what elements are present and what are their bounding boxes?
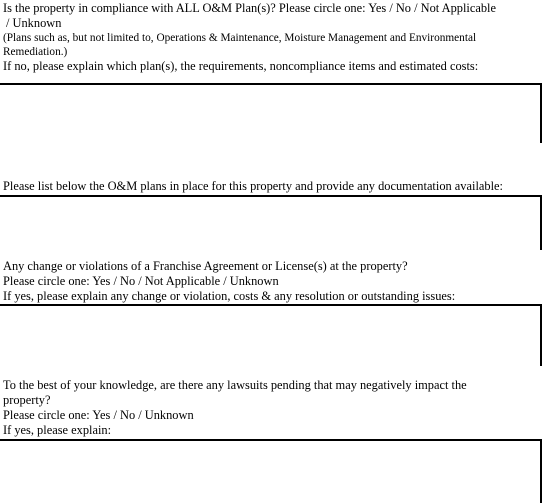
- answer-box-franchise-violations[interactable]: [0, 304, 542, 366]
- question-om-plans-list: [3, 179, 543, 194]
- plan-examples-note-cont: Remediation.): [3, 46, 68, 58]
- question-text-cont: property?: [3, 393, 51, 407]
- question-text: Please list below the O&M plans in place for this property and provide any documentation available:: [3, 179, 503, 193]
- explain-instruction: If no, please explain which plan(s), the requirements, noncompliance items and estimated costs:: [3, 59, 479, 73]
- answer-options-continued: / Unknown: [6, 16, 62, 30]
- answer-box-om-compliance[interactable]: [0, 83, 542, 143]
- question-text: To the best of your knowledge, are there any lawsuits pending that may negatively impact the: [3, 378, 467, 392]
- answer-options: Please circle one: Yes / No / Not Applicable / Unknown: [3, 274, 279, 288]
- question-text: Any change or violations of a Franchise Agreement or License(s) at the property?: [3, 259, 408, 273]
- question-lawsuits: [3, 378, 543, 438]
- answer-box-om-plans-list[interactable]: [0, 195, 542, 250]
- question-om-compliance: [3, 1, 543, 74]
- question-franchise-violations: [3, 259, 543, 304]
- answer-options: Please circle one: Yes / No / Unknown: [3, 408, 194, 422]
- explain-instruction: If yes, please explain any change or violation, costs & any resolution or outstanding issues:: [3, 289, 456, 303]
- plan-examples-note: (Plans such as, but not limited to, Operations & Maintenance, Moisture Management and Environmental: [3, 32, 477, 44]
- question-text: Is the property in compliance with ALL O&M Plan(s)? Please circle one: Yes / No / Not Applicable: [3, 1, 496, 15]
- explain-instruction: If yes, please explain:: [3, 423, 112, 437]
- answer-box-lawsuits[interactable]: [0, 439, 542, 503]
